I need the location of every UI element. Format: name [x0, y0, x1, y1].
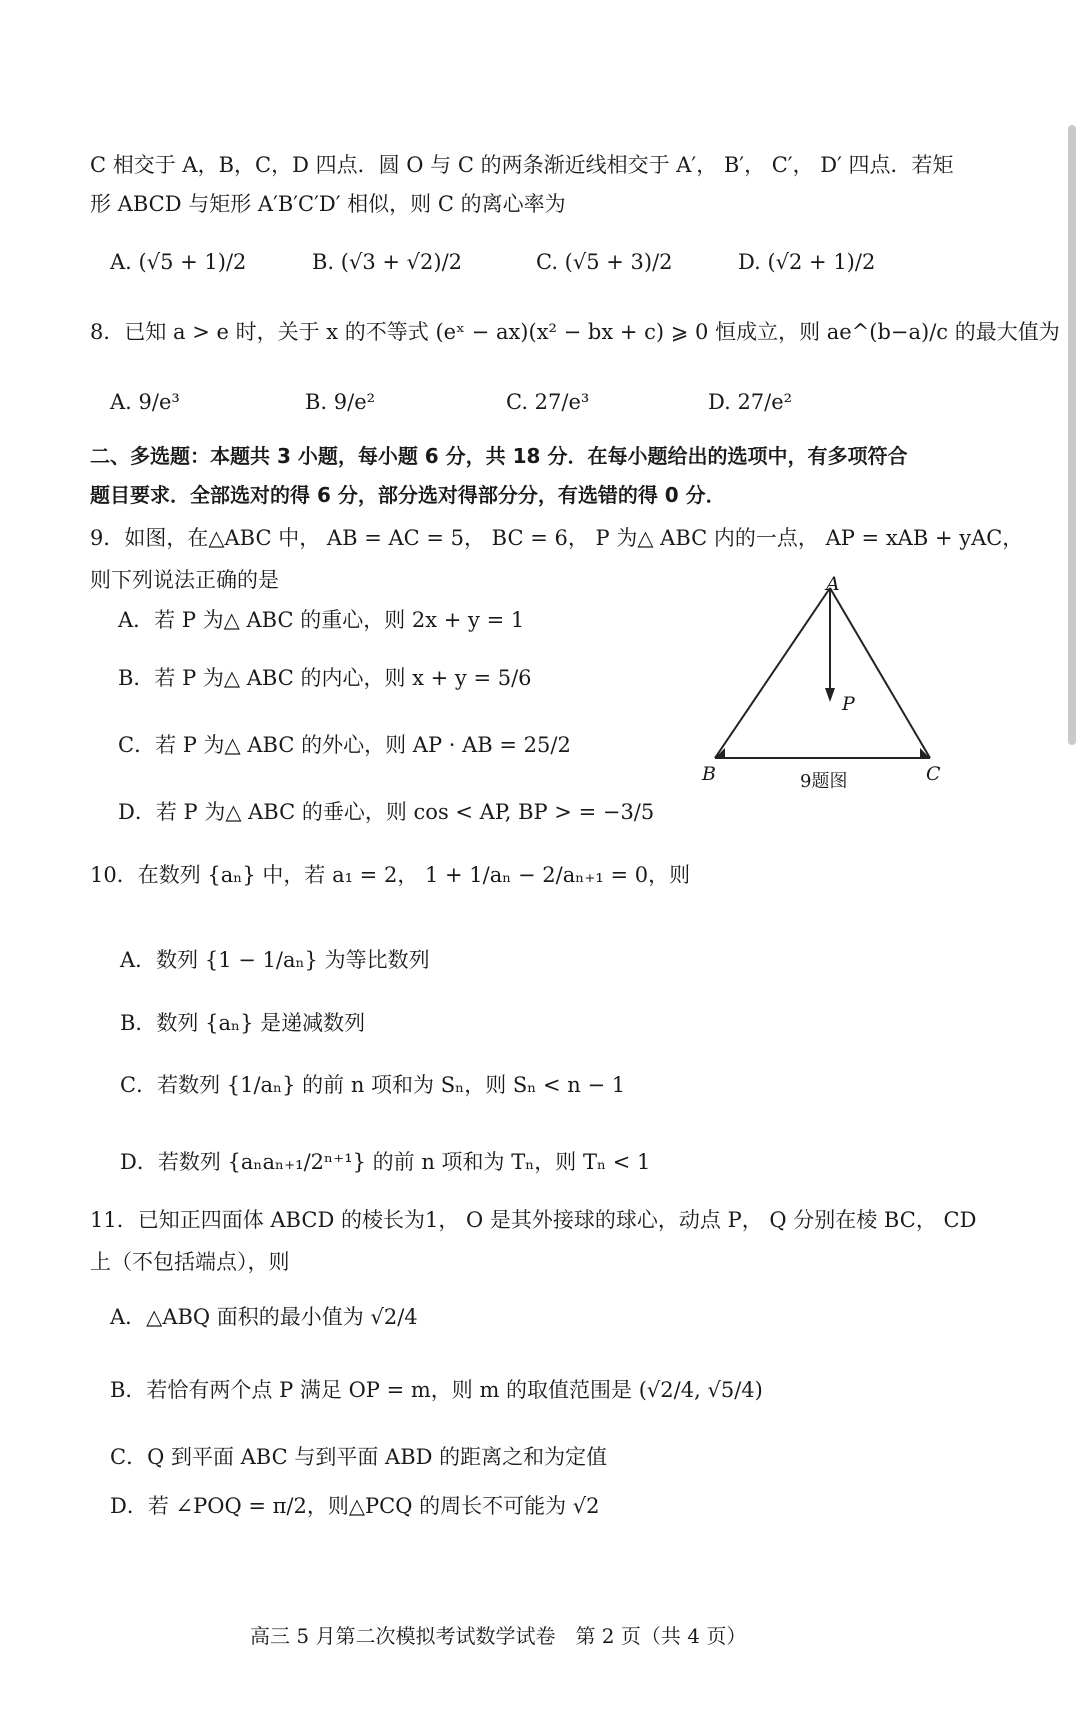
section-2-heading-line-2: 题目要求．全部选对的得 6 分，部分选对得部分分，有选错的得 0 分． — [90, 483, 726, 507]
q9-option-c: C．若 P 为△ ABC 的外心，则 AP · AB = 25/2 — [118, 733, 571, 757]
q10-option-c: C．若数列 {1/aₙ} 的前 n 项和为 Sₙ，则 Sₙ < n − 1 — [120, 1073, 626, 1097]
q9-label-p: P — [842, 693, 855, 715]
q10-option-b: B．数列 {aₙ} 是递减数列 — [120, 1011, 366, 1035]
q7-option-c: C. (√5 + 3)/2 — [536, 250, 673, 274]
side-ab — [715, 588, 830, 758]
q9-label-c: C — [926, 763, 941, 785]
vertical-scrollbar[interactable] — [1068, 125, 1076, 745]
q10-line-1: 10．在数列 {aₙ} 中，若 a₁ = 2， 1 + 1/aₙ − 2/aₙ₊₁ = 0，则 — [90, 863, 691, 887]
q8-option-a: A. 9/e³ — [110, 390, 180, 414]
q11-option-b: B．若恰有两个点 P 满足 OP = m，则 m 的取值范围是 (√2/4, √5/4) — [110, 1378, 763, 1402]
q9-label-b: B — [702, 763, 716, 785]
q9-figure-caption: 9题图 — [800, 771, 848, 792]
q9-option-b: B．若 P 为△ ABC 的内心，则 x + y = 5/6 — [118, 666, 532, 690]
q8-option-b: B. 9/e² — [305, 390, 376, 414]
section-2-heading-line-1: 二、多选题：本题共 3 小题，每小题 6 分，共 18 分．在每小题给出的选项中，有多项符合 — [90, 444, 908, 468]
q8-option-d: D. 27/e² — [708, 390, 793, 414]
q7-option-d: D. (√2 + 1)/2 — [738, 250, 876, 274]
q7-option-b: B. (√3 + √2)/2 — [312, 250, 463, 274]
q8-option-c: C. 27/e³ — [506, 390, 590, 414]
page-footer: 高三 5 月第二次模拟考试数学试卷 第 2 页（共 4 页） — [250, 1624, 747, 1648]
q11-option-a: A．△ABQ 面积的最小值为 √2/4 — [110, 1305, 418, 1329]
q9-line-1: 9．如图，在△ABC 中， AB = AC = 5， BC = 6， P 为△ ABC 内的一点， AP = xAB + yAC， — [90, 526, 1024, 550]
q11-option-d: D．若 ∠POQ = π/2，则△PCQ 的周长不可能为 √2 — [110, 1494, 600, 1518]
q9-label-a: A — [826, 573, 840, 595]
vector-ap-arrowhead — [825, 688, 835, 702]
q7-option-a: A. (√5 + 1)/2 — [110, 250, 247, 274]
q9-option-d: D．若 P 为△ ABC 的垂心，则 cos < AP, BP > = −3/5 — [118, 800, 655, 824]
q9-line-2: 则下列说法正确的是 — [90, 568, 279, 592]
q7-line-1: C 相交于 A，B，C，D 四点．圆 O 与 C 的两条渐近线相交于 A′， B′， C′， D′ 四点．若矩 — [90, 153, 954, 177]
q11-line-2: 上（不包括端点），则 — [90, 1250, 290, 1274]
q8-line-1: 8．已知 a > e 时，关于 x 的不等式 (eˣ − ax)(x² − bx + c) ⩾ 0 恒成立，则 ae^(b−a)/c 的最大值为 — [90, 320, 1060, 344]
q11-option-c: C．Q 到平面 ABC 与到平面 ABD 的距离之和为定值 — [110, 1445, 608, 1469]
q10-option-d: D．若数列 {aₙaₙ₊₁/2ⁿ⁺¹} 的前 n 项和为 Tₙ，则 Tₙ < 1 — [120, 1150, 651, 1174]
q11-line-1: 11．已知正四面体 ABCD 的棱长为1， O 是其外接球的球心，动点 P， Q 分别在棱 BC， CD — [90, 1208, 977, 1232]
q10-option-a: A．数列 {1 − 1/aₙ} 为等比数列 — [120, 948, 430, 972]
q7-line-2: 形 ABCD 与矩形 A′B′C′D′ 相似，则 C 的离心率为 — [90, 192, 566, 216]
side-ac — [830, 588, 930, 758]
q9-option-a: A．若 P 为△ ABC 的重心，则 2x + y = 1 — [118, 608, 525, 632]
